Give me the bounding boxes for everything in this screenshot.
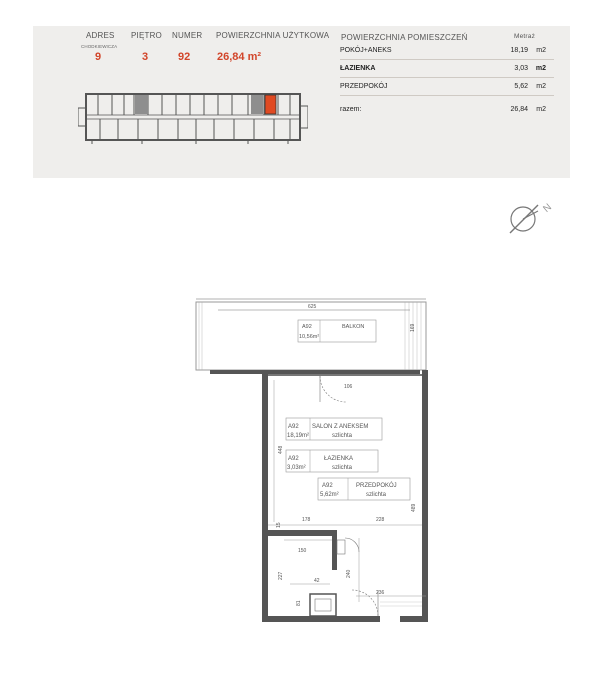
dim-15: 15 — [276, 522, 282, 528]
dim-door: 106 — [344, 384, 353, 390]
dim-240: 240 — [346, 569, 352, 578]
room-name: ŁAZIENKA — [340, 65, 376, 72]
total-unit: m2 — [536, 106, 546, 113]
room-name: POKÓJ+ANEKS — [340, 47, 392, 54]
left-wall — [262, 370, 268, 622]
hall-code: A92 — [322, 483, 333, 489]
room-area: 3,03 — [514, 65, 528, 72]
metraz-header: Metraż — [514, 33, 536, 40]
area-label: POWIERZCHNIA UŻYTKOWA — [216, 31, 330, 40]
room-name: PRZEDPOKÓJ — [340, 83, 388, 90]
number-label: NUMER — [172, 31, 203, 40]
dim-236: 236 — [376, 590, 385, 596]
bathroom-name: ŁAZIENKA — [324, 456, 354, 462]
dim-227: 227 — [278, 571, 284, 580]
room-area: 5,62 — [514, 83, 528, 90]
bathroom-code: A92 — [288, 456, 299, 462]
room-unit: m2 — [535, 65, 546, 72]
dim-right-height: 489 — [411, 503, 417, 512]
right-wall — [422, 370, 428, 622]
living-code: A92 — [288, 424, 299, 430]
room-area: 18,19 — [510, 47, 528, 54]
room-unit: m2 — [536, 83, 546, 90]
address-label: ADRES — [86, 31, 115, 40]
kitchen-counter — [268, 530, 332, 536]
living-name: SALON Z ANEKSEM — [312, 424, 369, 430]
room-row-przedpokoj — [340, 81, 554, 96]
dim-228: 228 — [376, 517, 385, 523]
dim-178: 178 — [302, 517, 311, 523]
key-plan — [78, 86, 308, 150]
room-row-total — [340, 104, 554, 118]
floor-plan — [190, 290, 440, 630]
room-row-pokoj — [340, 45, 554, 60]
dim-42: 42 — [314, 578, 320, 584]
stairwell-left — [135, 95, 148, 114]
street-name: CHODKIEWICZA — [81, 44, 118, 49]
room-unit: m2 — [536, 47, 546, 54]
bathroom-area: 3,03m² — [287, 465, 306, 471]
area-value: 26,84 m² — [217, 51, 262, 63]
dim-81: 81 — [296, 600, 302, 606]
dim-balcony-depth: 169 — [410, 323, 416, 332]
living-area: 18,19m² — [287, 433, 310, 439]
dim-150: 150 — [298, 548, 307, 554]
bathroom-finish: szlichta — [332, 465, 353, 471]
rooms-table-header: POWIERZCHNIA POMIESZCZEŃ — [341, 33, 468, 42]
hall-area: 5,62m² — [320, 492, 339, 498]
balcony-code: A92 — [302, 324, 312, 330]
total-area: 26,84 — [510, 106, 528, 113]
bottom-wall — [262, 616, 380, 622]
dim-balcony-width: 625 — [308, 304, 317, 310]
total-label: razem: — [340, 106, 362, 113]
compass-north-letter: N — [541, 201, 554, 215]
compass-icon — [502, 195, 560, 241]
floor-value: 3 — [142, 51, 149, 63]
shaft — [310, 594, 336, 616]
stairwell-right — [251, 95, 263, 114]
balcony-area: 10,56m² — [299, 334, 320, 340]
highlighted-unit — [265, 95, 276, 114]
room-row-lazienka — [340, 63, 554, 78]
hall-finish: szlichta — [366, 492, 387, 498]
dim-room-height: 448 — [278, 445, 284, 454]
number-value: 92 — [178, 51, 191, 63]
floor-label: PIĘTRO — [131, 31, 162, 40]
hall-name: PRZEDPOKÓJ — [356, 483, 397, 489]
balcony-name: BALKON — [342, 324, 365, 330]
living-finish: szlichta — [332, 433, 353, 439]
address-value: 9 — [95, 51, 102, 63]
